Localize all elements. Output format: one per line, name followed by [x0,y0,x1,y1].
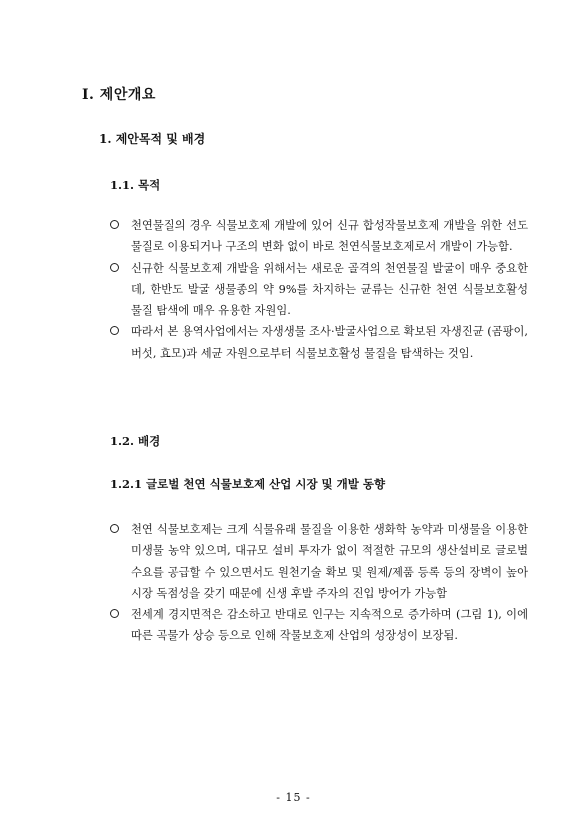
subsection-title-purpose: 1.1. 목적 [110,178,161,192]
circle-bullet-icon [110,524,119,533]
list-item [110,519,528,604]
purpose-bullet-list [110,215,528,364]
subsubsection-title: 1.2.1 글로벌 천연 식물보호제 산업 시장 및 개발 동향 [110,477,386,491]
subsection-title-background: 1.2. 배경 [110,434,161,448]
bullet-text: 따라서 본 용역사업에서는 자생생물 조사·발굴사업으로 확보된 자생진균 (곰팡이, 버섯, 효모)과 세균 자원으로부터 식물보호활성 물질을 탐색하는 것임. [131,325,528,360]
page-number: - 15 - [276,791,311,804]
bullet-text: 신규한 식물보호제 개발을 위해서는 새로운 골격의 천연물질 발굴이 매우 중요한데, 한반도 발굴 생물종의 약 9%를 차지하는 균류는 신규한 천연 식물보호활성 물질 탐색에 매우 유용한 자원임. [131,261,528,318]
circle-bullet-icon [110,609,119,618]
circle-bullet-icon [110,220,119,229]
section-title: 1. 제안목적 및 배경 [99,132,206,146]
list-item [110,604,528,647]
bullet-text: 천연물질의 경우 식물보호제 개발에 있어 신규 합성작물보호제 개발을 위한 선도물질로 이용되거나 구조의 변화 없이 바로 천연식물보호제로서 개발이 가능함. [131,219,528,254]
list-item [110,215,528,258]
list-item [110,321,528,364]
bullet-text: 천연 식물보호제는 크게 식물유래 물질을 이용한 생화학 농약과 미생물을 이용한 미생물 농약 있으며, 대규모 설비 투자가 없이 적절한 규모의 생산설비로 글로벌 수요를 공급할 수 있으면서도 원천기술 확보 및 원제/제품 등록 등의 장벽이 높아 시장 독점성을 갖기 때문에 신생 후발 주자의 진입 방어가 가능함 [131,523,528,600]
chapter-title: Ⅰ. 제안개요 [82,87,156,103]
circle-bullet-icon [110,326,119,335]
circle-bullet-icon [110,263,119,272]
bullet-text: 전세계 경지면적은 감소하고 반대로 인구는 지속적으로 증가하며 (그림 1), 이에 따른 곡물가 상승 등으로 인해 작물보호제 산업의 성장성이 보장됨. [131,608,528,643]
background-bullet-list [110,519,528,647]
list-item [110,258,528,322]
